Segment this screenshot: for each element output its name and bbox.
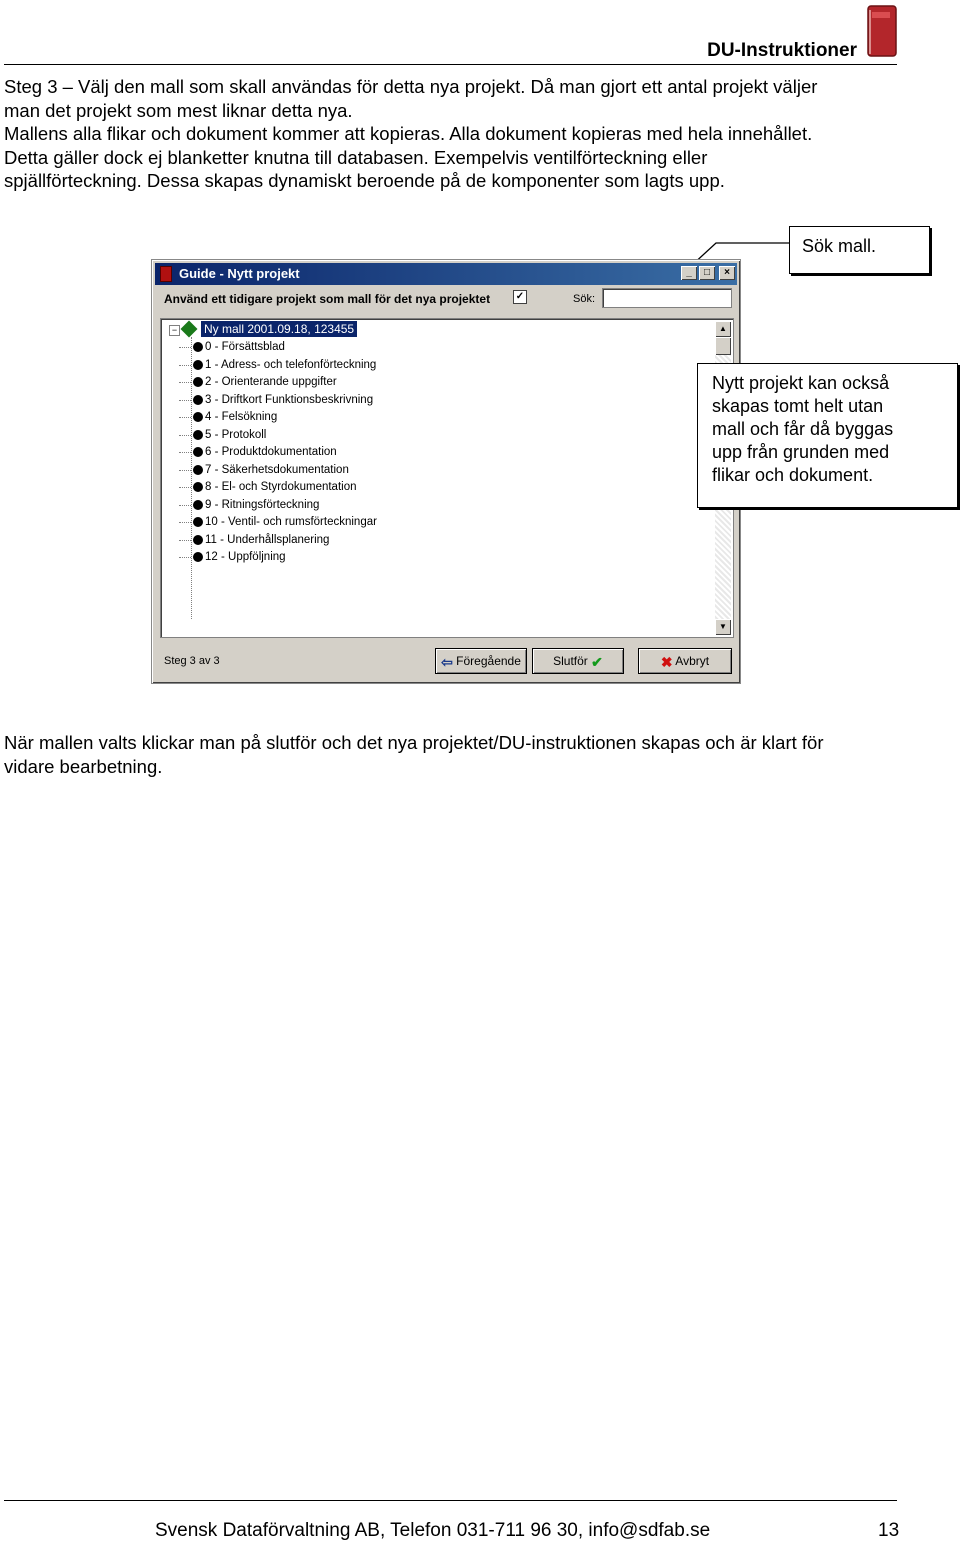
tree-item[interactable]: 1 - Adress- och telefonförteckning [205, 357, 376, 374]
tree-item[interactable]: 3 - Driftkort Funktionsbeskrivning [205, 392, 373, 409]
outro-line: vidare bearbetning. [4, 755, 163, 777]
tree-item[interactable]: 8 - El- och Styrdokumentation [205, 479, 357, 496]
tab-bullet-icon [193, 482, 203, 492]
template-root-icon [181, 321, 198, 338]
tree-item[interactable]: 2 - Orienterande uppgifter [205, 374, 337, 391]
step-indicator: Steg 3 av 3 [164, 655, 220, 667]
close-button[interactable]: × [719, 266, 735, 280]
tab-bullet-icon [193, 342, 203, 352]
template-tree[interactable] [160, 318, 734, 638]
tab-bullet-icon [193, 377, 203, 387]
tab-bullet-icon [193, 517, 203, 527]
app-icon [160, 266, 172, 282]
collapse-icon[interactable]: − [169, 325, 180, 336]
intro-line: spjällförteckning. Dessa skapas dynamiskt beroende på de komponenter som lagts upp. [4, 170, 725, 191]
tab-bullet-icon [193, 500, 203, 510]
wizard-dialog [151, 259, 741, 684]
tree-item[interactable]: 5 - Protokoll [205, 427, 266, 444]
footer-company: Svensk Dataförvaltning AB, Telefon 031-711 96 30, info@sdfab.se [155, 1520, 711, 1541]
cancel-button[interactable]: ✖ Avbryt [638, 648, 732, 674]
tree-item[interactable]: 0 - Försättsblad [205, 339, 285, 356]
document-header-title: DU-Instruktioner [707, 40, 857, 61]
tab-bullet-icon [193, 552, 203, 562]
search-label: Sök: [573, 293, 596, 305]
intro-line: Steg 3 – Välj den mall som skall användas för detta nya projekt. Då man gjort ett antal projekt väljer [4, 76, 818, 97]
callout-line: upp från grunden med [712, 442, 890, 462]
tree-item[interactable]: 7 - Säkerhetsdokumentation [205, 462, 349, 479]
arrow-left-icon: ⇦ [441, 653, 453, 670]
page-number: 13 [878, 1520, 900, 1541]
tab-bullet-icon [193, 447, 203, 457]
outro-line: När mallen valts klickar man på slutför och det nya projektet/DU-instruktionen skapas och är klart för [4, 732, 824, 753]
maximize-button[interactable]: □ [699, 266, 715, 280]
cancel-x-icon: ✖ [660, 653, 673, 670]
scroll-up-icon[interactable]: ▲ [715, 321, 731, 337]
intro-line: Detta gäller dock ej blanketter knutna till databasen. Exempelvis ventilförteckning eller [4, 146, 708, 168]
use-previous-checkbox[interactable]: ✓ [513, 290, 527, 304]
previous-button[interactable]: ⇦ Föregående [435, 648, 527, 674]
tab-bullet-icon [193, 395, 203, 405]
tab-bullet-icon [193, 412, 203, 422]
dialog-titlebar [155, 263, 737, 285]
finish-button[interactable]: Slutför ✔ [532, 648, 624, 674]
tree-item[interactable]: 9 - Ritningsförteckning [205, 497, 319, 514]
intro-line: man det projekt som mest liknar detta nya. [4, 99, 353, 121]
callout-line: skapas tomt helt utan [712, 396, 884, 416]
intro-line: Mallens alla flikar och dokument kommer att kopieras. Alla dokument kopieras med hela innehållet. [4, 123, 813, 144]
callout-line: flikar och dokument. [712, 465, 874, 485]
tree-item[interactable]: 10 - Ventil- och rumsförteckningar [205, 514, 377, 531]
tree-root-item[interactable]: Ny mall 2001.09.18, 123455 [201, 321, 357, 337]
minimize-button[interactable]: _ [681, 266, 697, 280]
scroll-down-icon[interactable]: ▼ [715, 619, 731, 635]
search-callout: Sök mall. [789, 226, 930, 274]
tree-connector [191, 337, 192, 619]
tab-bullet-icon [193, 535, 203, 545]
tab-bullet-icon [193, 465, 203, 475]
callout-line: mall och får då byggas [712, 419, 894, 439]
tree-item[interactable]: 12 - Uppföljning [205, 549, 286, 566]
outro-paragraph [4, 731, 904, 778]
scroll-thumb[interactable] [715, 337, 731, 355]
tree-item[interactable]: 11 - Underhållsplanering [205, 532, 329, 549]
dialog-title: Guide - Nytt projekt [179, 266, 300, 281]
use-previous-label: Använd ett tidigare projekt som mall för det nya projektet [164, 292, 491, 306]
empty-project-callout [697, 363, 958, 508]
checkmark-icon: ✔ [591, 653, 603, 670]
search-input[interactable] [602, 288, 732, 308]
tab-bullet-icon [193, 360, 203, 370]
callout-line: Nytt projekt kan också [712, 373, 890, 393]
tree-item[interactable]: 4 - Felsökning [205, 409, 277, 426]
footer-rule [4, 1500, 897, 1501]
tree-item[interactable]: 6 - Produktdokumentation [205, 444, 337, 461]
tab-bullet-icon [193, 430, 203, 440]
